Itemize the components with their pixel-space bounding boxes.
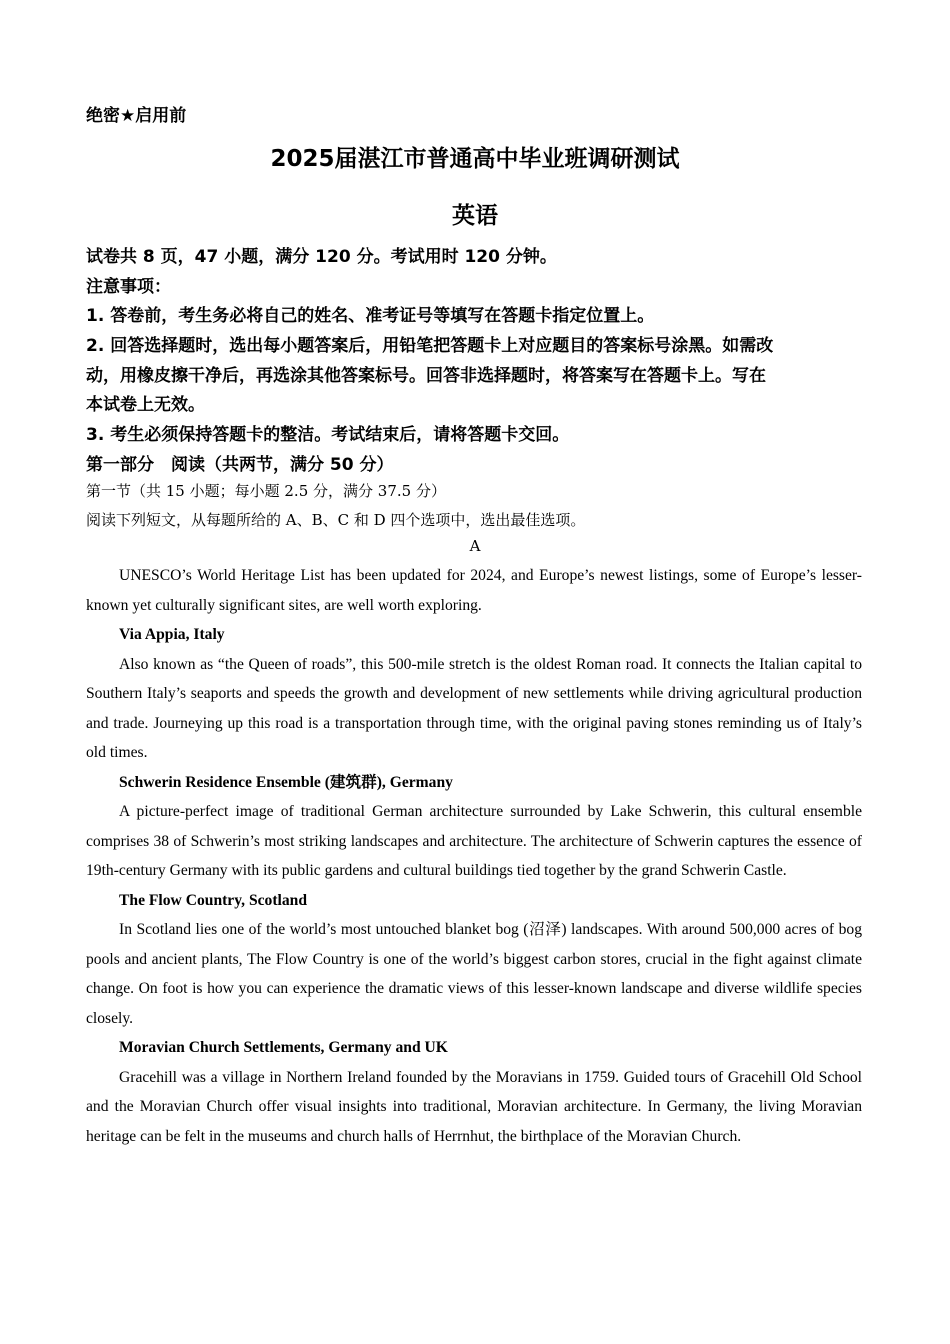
site-text: Also known as “the Queen of roads”, this 500-mile stretch is the oldest Roman road. It connects the Italian capital to Southern Italy’s seaports and speeds the growth and development of new settlements while driving agricultural production and trade. Journeying up this road is a transportation through time, with the original paving stones reminding us of Italy’s old times. <box>86 655 862 761</box>
note-2-line-1: 2. 回答选择题时，选出每小题答案后，用铅笔把答题卡上对应题目的答案标号涂黑。如需改 <box>86 336 774 356</box>
note-2-line-3: 本试卷上无效。 <box>86 395 205 415</box>
exam-title: 2025届湛江市普通高中毕业班调研测试 <box>270 146 680 172</box>
passage-label: A <box>469 537 481 555</box>
site-heading: Schwerin Residence Ensemble (建筑群), Germany <box>119 773 453 791</box>
part-1-title: 第一部分 阅读（共两节，满分 50 分） <box>86 455 394 475</box>
passage-a <box>86 561 862 1151</box>
site-text: Gracehill was a village in Northern Ireland founded by the Moravians in 1759. Guided tours of Gracehill Old School and the Moravian Church offer visual insights into traditional, Moravian architecture. In Germany, the living Moravian heritage can be felt in the museums and church halls of Herrnhut, the birthplace of the Moravian Church. <box>86 1068 862 1145</box>
note-3: 3. 考生必须保持答题卡的整洁。考试结束后，请将答题卡交回。 <box>86 425 570 445</box>
subject-title: 英语 <box>452 203 498 229</box>
note-1: 1. 答卷前，考生务必将自己的姓名、准考证号等填写在答题卡指定位置上。 <box>86 306 655 326</box>
note-2-line-2: 动，用橡皮擦干净后，再选涂其他答案标号。回答非选择题时，将答案写在答题卡上。写在 <box>86 366 766 386</box>
section-1-title: 第一节（共 15 小题；每小题 2.5 分，满分 37.5 分） <box>86 482 446 500</box>
site-heading: The Flow Country, Scotland <box>119 891 308 909</box>
site-heading: Via Appia, Italy <box>119 626 225 643</box>
site-heading: Moravian Church Settlements, Germany and UK <box>119 1039 448 1056</box>
passage-intro: UNESCO’s World Heritage List has been updated for 2024, and Europe’s newest listings, some of Europe’s lesser-known yet culturally significant sites, are well worth exploring. <box>86 567 862 614</box>
secret-mark: 绝密★启用前 <box>86 106 187 126</box>
directions: 阅读下列短文，从每题所给的 A、B、C 和 D 四个选项中，选出最佳选项。 <box>86 511 586 529</box>
notes-title: 注意事项： <box>86 277 171 297</box>
exam-summary: 试卷共 8 页，47 小题，满分 120 分。考试用时 120 分钟。 <box>86 247 557 267</box>
site-text: In Scotland lies one of the world’s most untouched blanket bog (沼泽) landscapes. With around 500,000 acres of bog pools and ancient plants, The Flow Country is one of the world’s biggest carbon stores, crucial in the fight against climate change. On foot is how you can experience the dramatic views of this lesser-known landscape and diverse wildlife species closely. <box>86 921 862 1027</box>
site-text: A picture-perfect image of traditional German architecture surrounded by Lake Schwerin, this cultural ensemble comprises 38 of Schwerin’s most striking landscapes and architecture. The architecture of Schwerin captures the essence of 19th-century Germany with its public gardens and cultural buildings tied together by the grand Schwerin Castle. <box>86 803 862 879</box>
